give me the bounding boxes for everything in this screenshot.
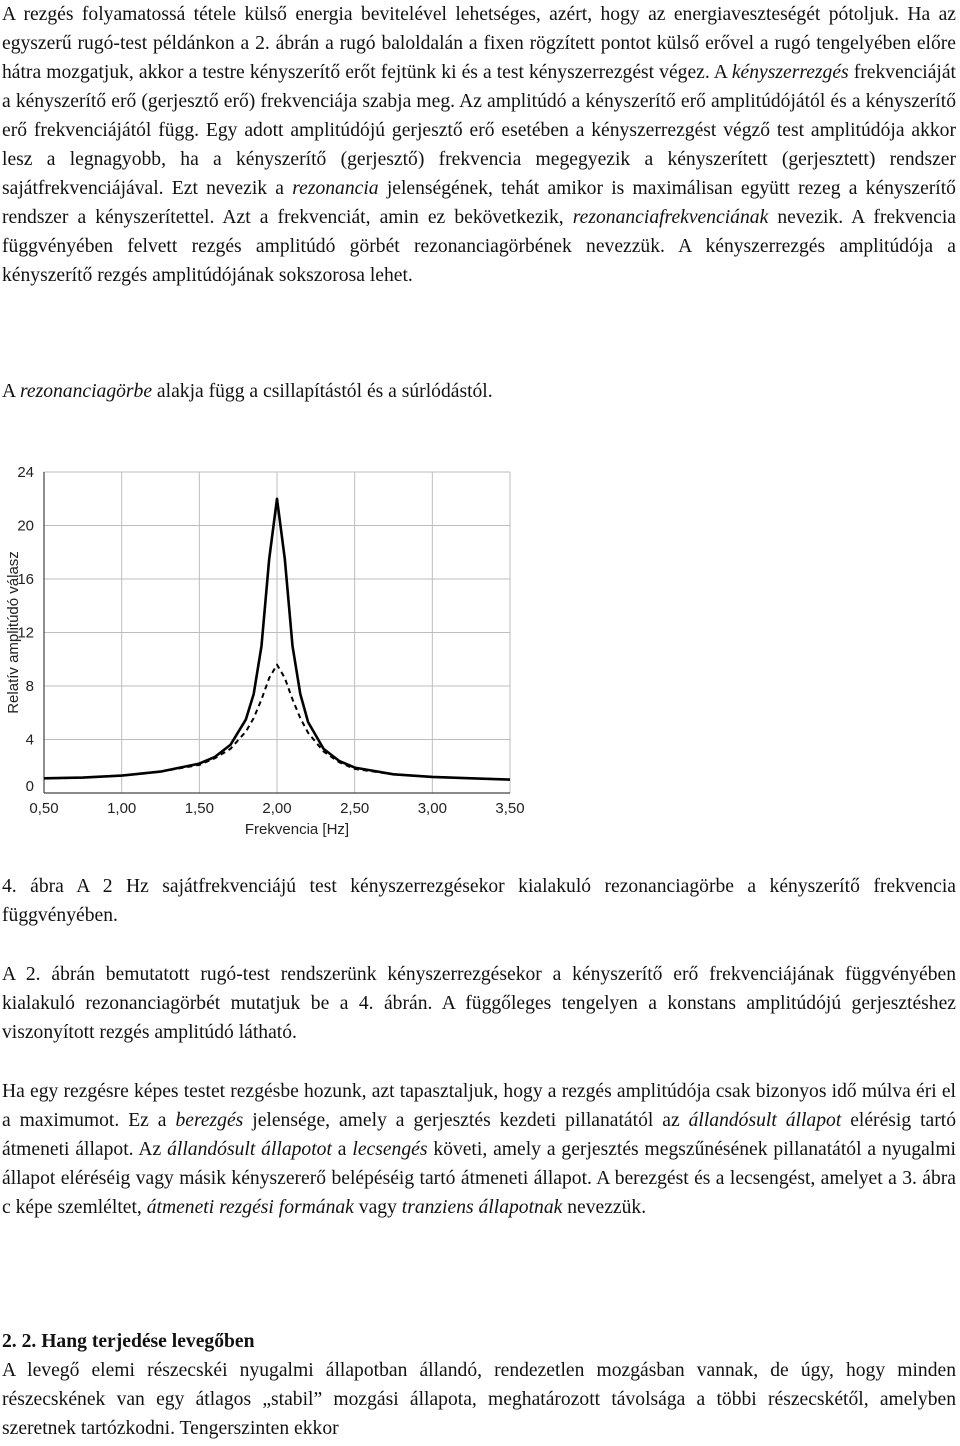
resonance-chart-svg — [0, 450, 560, 850]
text-run: követi, amely a gerjesztés megszűnésének pillanatától a nyugalmi állapot eléréséig vagy másik kényszererő belépéséig tartó átmeneti állapot. A berezgést és a lecsengést, amelyet a 3. ábra c képe szemléltet, — [2, 1139, 957, 1218]
text-run: Ha egy rezgésre képes testet rezgésbe hozunk, azt tapasztaljuk, hogy a rezgés amplitúdója csak bizonyos idő múlva éri el a maximumot. Ez a — [2, 1081, 956, 1131]
y-tick-label: 4 — [25, 731, 34, 749]
x-tick-label: 3,00 — [417, 800, 447, 817]
italic-term: berezgés — [175, 1110, 244, 1131]
x-tick-label: 1,00 — [107, 800, 137, 817]
paragraph-2 — [2, 377, 956, 406]
italic-term: átmeneti rezgési formának — [146, 1197, 354, 1218]
figure-caption — [2, 872, 956, 930]
italic-term: rezonanciafrekvenciának — [572, 207, 769, 228]
x-tick-label: 2,00 — [262, 800, 292, 817]
italic-term: lecsengés — [352, 1139, 428, 1160]
y-tick-label: 20 — [17, 517, 34, 535]
paragraph-1 — [2, 0, 956, 290]
italic-term: tranziens állapotnak — [401, 1197, 563, 1218]
y-tick-label: 24 — [17, 464, 34, 481]
text-run: A — [2, 381, 20, 402]
italic-term: kényszerrezgés — [731, 62, 849, 83]
y-axis-label: Relatív amplitúdó válasz — [5, 551, 22, 714]
italic-term: állandósult állapotot — [167, 1139, 332, 1160]
text-run: alakja függ a csillapítástól és a súrlódástól. — [152, 381, 493, 402]
y-tick-label: 12 — [17, 624, 34, 642]
text-run: A 2. ábrán bemutatott rugó-test rendszerünk kényszerrezgésekor a kényszerítő erő frekvenciájának függvényében kialakuló rezonanciagörbét mutatjuk be a 4. ábrán. A függőleges tengelyen a konstans amplitúdójú gerjesztéshez viszonyított rezgés amplitúdó látható. — [2, 964, 956, 1043]
text-run: nevezik. A frekvencia függvényében felvett rezgés amplitúdó görbét rezonanciagörbének nevezzük. A kényszerrezgés amplitúdója a kényszerítő rezgés amplitúdójának sokszorosa lehet. — [2, 207, 956, 286]
section-heading: 2. 2. Hang terjedése levegőben — [2, 1331, 255, 1352]
text-run: A rezgés folyamatossá tétele külső energia bevitelével lehetséges, azért, hogy az energiaveszteségét pótoljuk. Ha az egyszerű rugó-test példánkon a 2. ábrán a rugó baloldalán a fixen rögzített pontot külső erővel a rugó tengelyében előre hátra mozgatjuk, akkor a testre kényszerítő erőt fejtünk ki és a test kényszerrezgést végez. A — [2, 4, 956, 83]
paragraph-3 — [2, 960, 956, 1047]
text-run: vagy — [353, 1197, 402, 1218]
paragraph-5 — [2, 1356, 956, 1443]
x-axis-label: Frekvencia [Hz] — [244, 821, 350, 838]
y-tick-label: 0 — [25, 778, 34, 795]
x-tick-label: 0,50 — [29, 800, 59, 817]
text-run: jelensége, amely a gerjesztés kezdeti pillanatától az — [243, 1110, 689, 1131]
text-run: elérésig tartó átmeneti állapot. Az — [2, 1110, 956, 1160]
text-run: frekvenciáját a kényszerítő erő (gerjesztő erő) frekvenciája szabja meg. Az amplitúdó a kényszerítő erő amplitúdójától és a kényszerítő erő frekvenciájától függ. Egy adott amplitúdójú gerjesztő erő esetében a kényszerrezgést végző test amplitúdója akkor lesz a legnagyobb, ha a kényszerítő (gerjesztő) frekvencia megegyezik a kényszerített (gerjesztett) rendszer sajátfrekvenciájával. Ezt nevezik a — [2, 62, 956, 199]
y-tick-label: 8 — [25, 678, 34, 695]
text-run: jelenségének, tehát amikor is maximálisan együtt rezeg a kényszerítő rendszer a kényszerítettel. Azt a frekvenciát, amin ez bekövetkezik, — [2, 178, 956, 228]
text-run: A levegő elemi részecskéi nyugalmi állapotban állandó, rendezetlen mozgásban vannak, de úgy, hogy minden részecskének van egy átlagos „stabil” mozgási állapota, meghatározott távolsága a többi részecskétől, amelyben szeretnek tartózkodni. Tengerszinten ekkor — [2, 1360, 956, 1439]
italic-term: állandósult állapot — [688, 1110, 842, 1131]
text-run: a — [331, 1139, 353, 1160]
y-tick-label: 16 — [17, 571, 34, 588]
resonance-chart — [0, 450, 560, 850]
text-run: nevezzük. — [562, 1197, 647, 1218]
italic-term: rezonanciagörbe — [19, 381, 153, 402]
text-run: 4. ábra A 2 Hz sajátfrekvenciájú test kényszerrezgésekor kialakuló rezonanciagörbe a kényszerítő frekvencia függvényében. — [2, 876, 956, 926]
paragraph-4 — [2, 1077, 956, 1222]
x-tick-label: 1,50 — [184, 800, 214, 817]
x-tick-label: 3,50 — [495, 800, 525, 817]
x-tick-label: 2,50 — [340, 800, 370, 817]
italic-term: rezonancia — [292, 178, 379, 199]
